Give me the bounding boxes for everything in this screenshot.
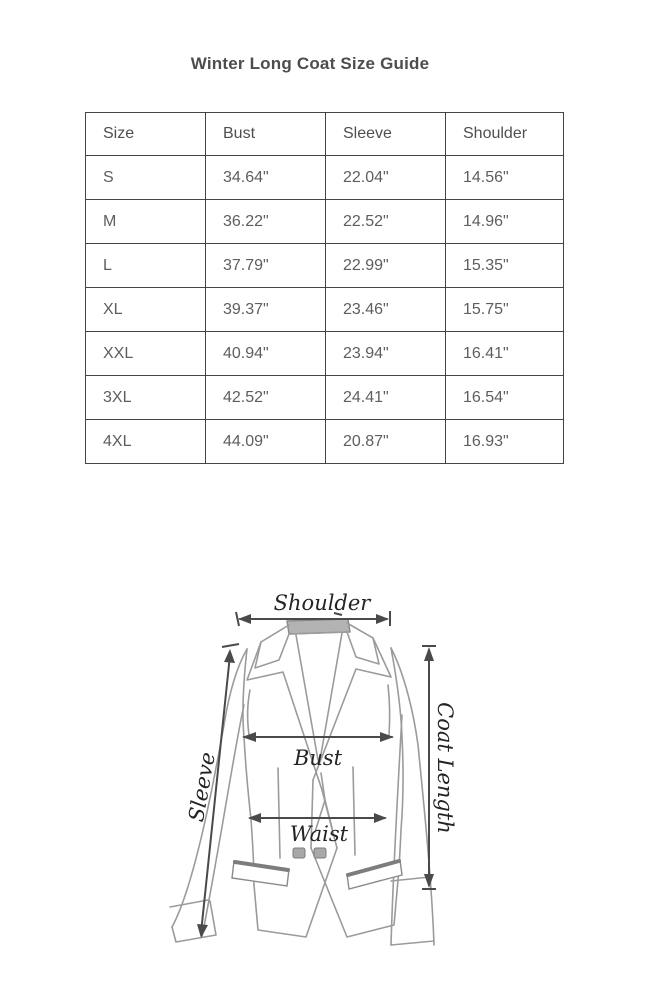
coat-length-label: Coat Length <box>433 702 457 834</box>
size-cell: 4XL <box>86 420 206 464</box>
bust-cell: 36.22" <box>206 200 326 244</box>
shoulder-cell: 14.96" <box>446 200 564 244</box>
shoulder-cell: 15.35" <box>446 244 564 288</box>
shoulder-label: Shoulder <box>273 591 371 615</box>
table-row <box>86 200 564 244</box>
bust-label: Bust <box>293 746 343 770</box>
shoulder-cell: 14.56" <box>446 156 564 200</box>
coat-measurement-diagram <box>150 585 475 985</box>
sleeve-cell: 23.94" <box>326 332 446 376</box>
bust-cell: 40.94" <box>206 332 326 376</box>
bust-cell: 42.52" <box>206 376 326 420</box>
table-row <box>86 332 564 376</box>
size-cell: L <box>86 244 206 288</box>
left-body-seam <box>243 649 254 885</box>
right-front-hem <box>311 848 398 937</box>
bust-dimension-arrow <box>242 732 394 742</box>
table-row <box>86 156 564 200</box>
left-front-hem <box>254 848 337 937</box>
table-header-row <box>86 113 564 156</box>
sleeve-cell: 23.46" <box>326 288 446 332</box>
table-row <box>86 376 564 420</box>
shoulder-cell: 16.54" <box>446 376 564 420</box>
size-guide-table <box>85 112 564 464</box>
sleeve-cell: 22.99" <box>326 244 446 288</box>
page-title: Winter Long Coat Size Guide <box>190 54 430 73</box>
waist-label: Waist <box>289 822 349 846</box>
bust-cell: 34.64" <box>206 156 326 200</box>
pocket-flap-left <box>232 861 289 886</box>
sleeve-label: Sleeve <box>184 750 220 824</box>
size-cell: XL <box>86 288 206 332</box>
header-sleeve: Sleeve <box>326 113 446 156</box>
sleeve-cell: 20.87" <box>326 420 446 464</box>
button <box>314 848 326 858</box>
bust-cell: 37.79" <box>206 244 326 288</box>
bust-cell: 44.09" <box>206 420 326 464</box>
size-cell: M <box>86 200 206 244</box>
size-cell: XXL <box>86 332 206 376</box>
header-shoulder: Shoulder <box>446 113 564 156</box>
shoulder-cell: 16.93" <box>446 420 564 464</box>
table-row <box>86 288 564 332</box>
sleeve-cell: 22.04" <box>326 156 446 200</box>
table-row <box>86 420 564 464</box>
shoulder-cell: 15.75" <box>446 288 564 332</box>
right-collar-wing <box>347 623 379 664</box>
header-bust: Bust <box>206 113 326 156</box>
button <box>293 848 305 858</box>
sleeve-cell: 24.41" <box>326 376 446 420</box>
size-cell: 3XL <box>86 376 206 420</box>
right-body-seam <box>391 648 403 880</box>
table-row <box>86 244 564 288</box>
sleeve-cell: 22.52" <box>326 200 446 244</box>
bust-cell: 39.37" <box>206 288 326 332</box>
size-cell: S <box>86 156 206 200</box>
header-size: Size <box>86 113 206 156</box>
shoulder-cell: 16.41" <box>446 332 564 376</box>
